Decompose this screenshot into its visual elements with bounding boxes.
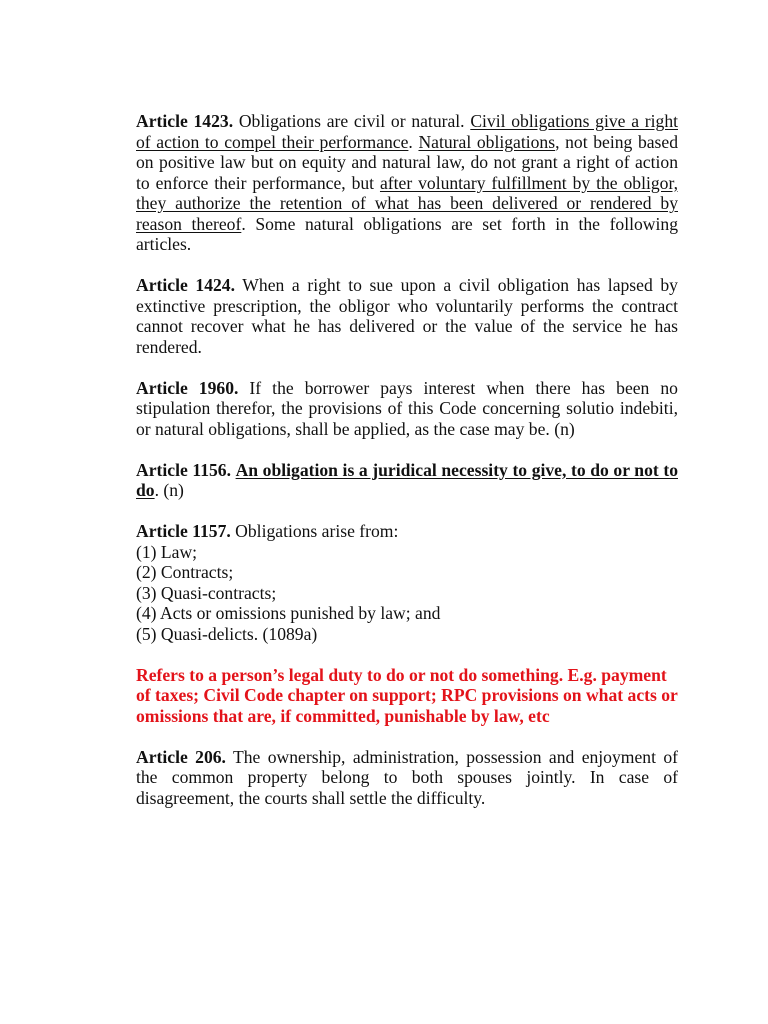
article-1156-definition: An obligation is a juridical necessity to give, to do or not to do (136, 459, 678, 500)
article-1423-text-2: . (408, 131, 419, 152)
article-1423-text-3: , not being based on positive law but on equity and natural law, do not grant a right of action to enforce their performance, but (136, 131, 678, 193)
article-1157-text: Obligations arise from: (230, 521, 399, 541)
article-1423-paragraph (136, 111, 678, 255)
article-1423-underline-3: after voluntary fulfillment by the obligor, they authorize the retention of what has been delivered or rendered by reason thereof (136, 172, 678, 234)
list-item: (3) Quasi-contracts; (136, 582, 277, 603)
article-206-paragraph (136, 747, 678, 809)
article-1157-heading: Article 1157. (136, 521, 231, 541)
list-item: (1) Law; (136, 541, 198, 562)
article-1960-text: If the borrower pays interest when there has been no stipulation therefor, the provisions of this Code concerning solutio indebiti, or natural obligations, shall be applied, as the case may be. (n) (136, 377, 678, 439)
article-1423-text-4: . Some natural obligations are set forth in the following articles. (136, 213, 678, 254)
article-1423-underline-1: Civil obligations give a right of action to compel their performance (136, 111, 678, 152)
article-1423-text-1: Obligations are civil or natural. (233, 111, 471, 131)
article-1156-text: . (n) (154, 480, 184, 500)
article-1156-paragraph (136, 460, 678, 501)
article-206-heading: Article 206. (136, 746, 226, 767)
article-1424-text: When a right to sue upon a civil obligation has lapsed by extinctive prescription, the obligor who voluntarily performs the contract cannot recover what he has delivered or the value of the service he has rendered. (136, 275, 678, 357)
article-1424-paragraph (136, 275, 678, 357)
article-1156-heading: Article 1156. (136, 459, 231, 480)
article-1424-heading: Article 1424. (136, 275, 235, 295)
article-1960-paragraph (136, 378, 678, 440)
list-item: (5) Quasi-delicts. (1089a) (136, 623, 318, 644)
article-1157-block (136, 521, 678, 644)
red-note: Refers to a person’s legal duty to do or not do something. E.g. payment of taxes; Civil Code chapter on support; RPC provisions on what acts or omissions that are, if committed, punishable by law, etc (136, 664, 678, 726)
document-body (136, 111, 678, 808)
article-1157-intro (136, 521, 678, 542)
list-item: (2) Contracts; (136, 562, 234, 582)
article-1960-heading: Article 1960. (136, 377, 239, 398)
article-1423-underline-2: Natural obligations (418, 131, 556, 152)
list-item: (4) Acts or omissions punished by law; and (136, 603, 441, 623)
article-1423-heading: Article 1423. (136, 111, 234, 131)
article-206-text: The ownership, administration, possession and enjoyment of the common property belong to both spouses jointly. In case of disagreement, the courts shall settle the difficulty. (136, 746, 678, 808)
